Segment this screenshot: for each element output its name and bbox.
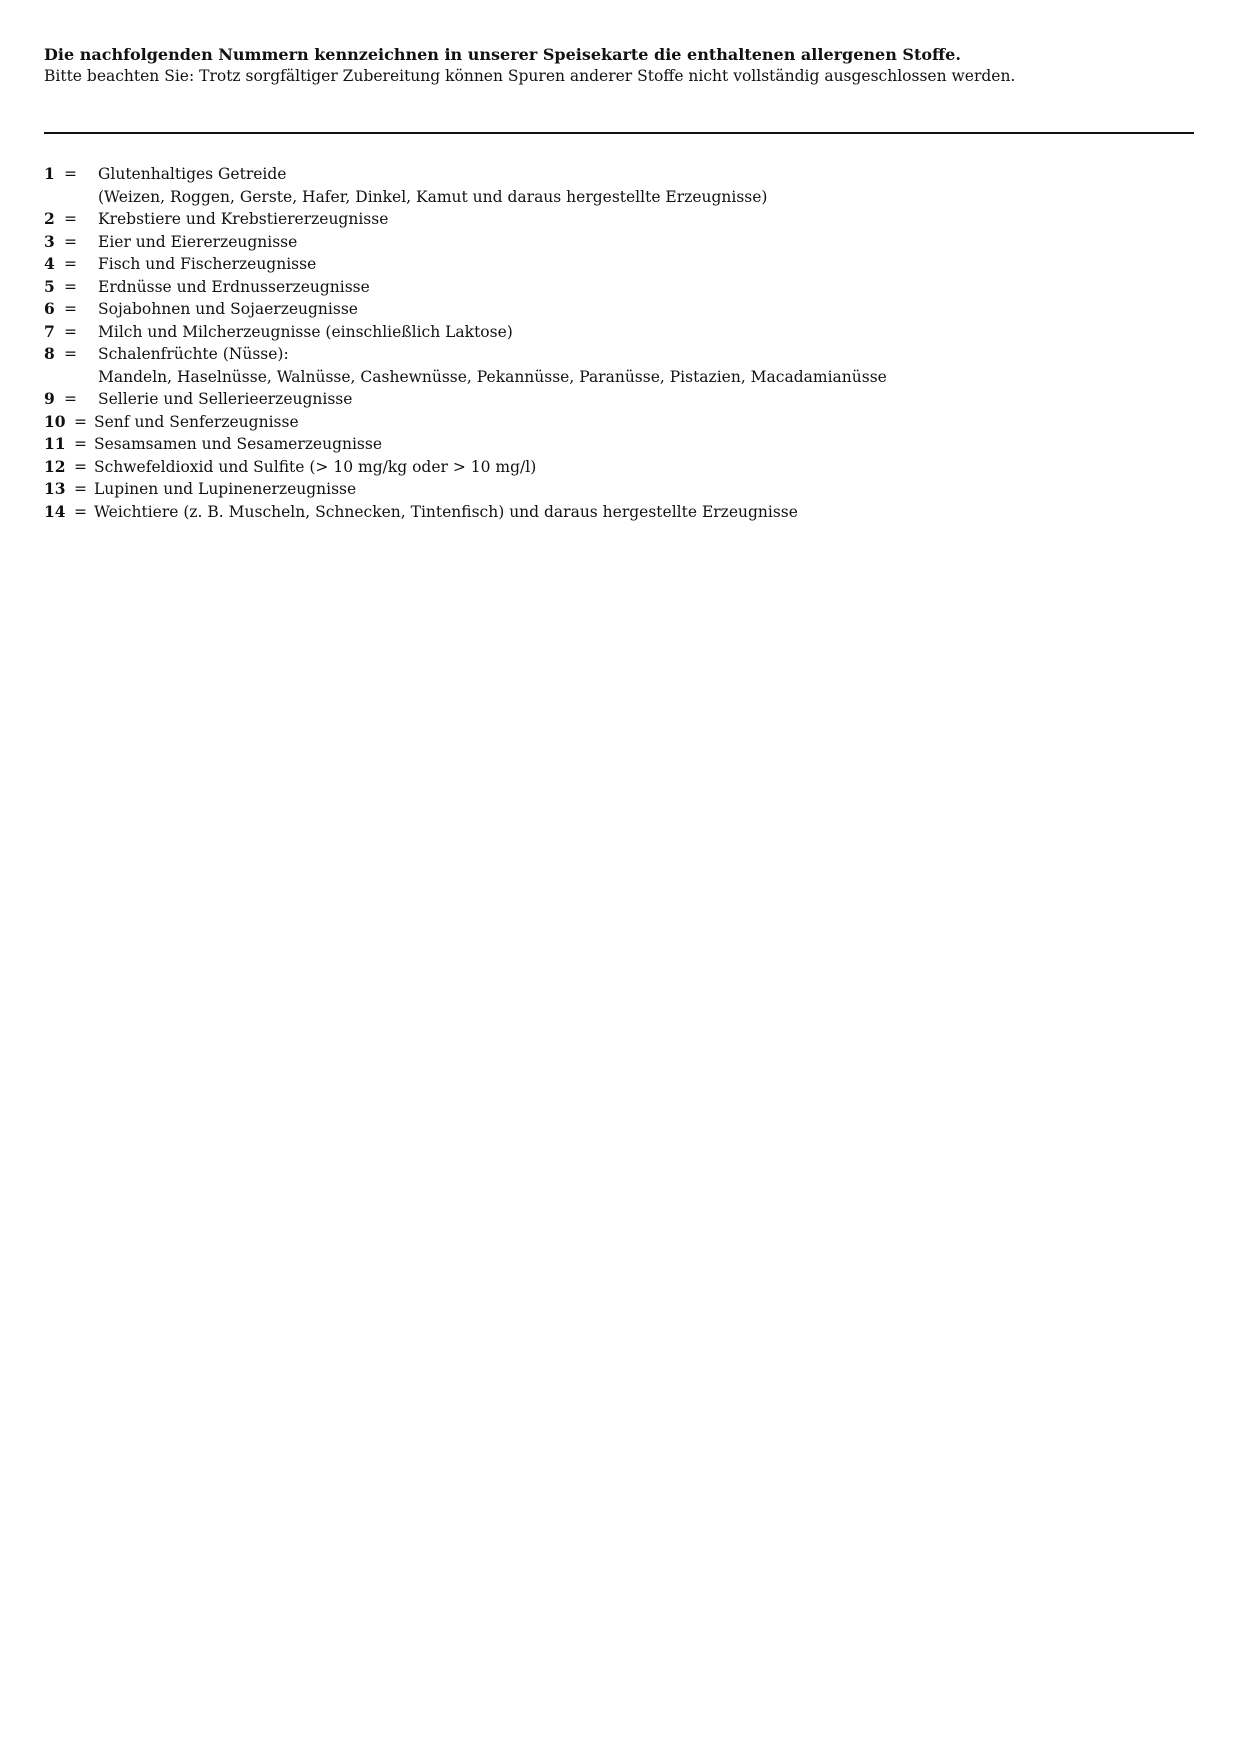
- allergen-number: 10: [44, 411, 66, 431]
- allergen-item-1: [44, 163, 1194, 186]
- allergen-item-5: [44, 276, 1194, 299]
- allergen-label: Sellerie und Sellerieerzeugnisse: [98, 390, 353, 408]
- allergen-detail: (Weizen, Roggen, Gerste, Hafer, Dinkel, Kamut und daraus hergestellte Erzeugnisse): [98, 187, 768, 206]
- divider-line: [44, 132, 1194, 134]
- allergen-detail-1: [44, 186, 1194, 209]
- trace-notice: Bitte beachten Sie: Trotz sorgfältiger Zubereitung können Spuren anderer Stoffe nicht vollständig ausgeschlossen werden.: [44, 67, 1016, 85]
- equals-sign: =: [64, 232, 77, 251]
- equals-sign: =: [64, 255, 77, 273]
- allergen-item-7: [44, 321, 1194, 344]
- equals-sign: =: [74, 435, 87, 453]
- allergen-label: Erdnüsse und Erdnusserzeugnisse: [98, 277, 370, 296]
- allergen-label: Sojabohnen und Sojaerzeugnisse: [98, 300, 358, 318]
- allergen-label: Eier und Eiererzeugnisse: [98, 232, 298, 251]
- allergen-number: 2: [44, 209, 55, 228]
- allergen-item-12: [44, 456, 1194, 479]
- allergen-number: 12: [44, 456, 66, 476]
- allergen-number: 11: [44, 434, 66, 453]
- allergen-number: 13: [44, 479, 66, 498]
- allergen-label: Weichtiere (z. B. Muscheln, Schnecken, Tintenfisch) und daraus hergestellte Erzeugnisse: [94, 502, 798, 521]
- allergen-number: 4: [44, 254, 55, 273]
- allergen-number: 1: [44, 164, 55, 183]
- equals-sign: =: [64, 165, 77, 183]
- equals-sign: =: [64, 277, 77, 296]
- allergen-number: 9: [44, 389, 55, 408]
- allergen-number: 6: [44, 299, 55, 318]
- allergen-number: 5: [44, 276, 55, 296]
- allergen-number: 8: [44, 344, 55, 363]
- allergen-label: Glutenhaltiges Getreide: [98, 165, 287, 183]
- allergen-item-9: [44, 388, 1194, 411]
- allergen-detail: Mandeln, Haselnüsse, Walnüsse, Cashewnüsse, Pekannüsse, Paranüsse, Pistazien, Macadamianüsse: [98, 367, 887, 386]
- allergen-label: Lupinen und Lupinenerzeugnisse: [94, 480, 357, 498]
- allergen-legend-page: [44, 44, 1194, 521]
- allergen-item-4: [44, 253, 1194, 276]
- equals-sign: =: [74, 412, 87, 431]
- allergen-label: Krebstiere und Krebstiererzeugnisse: [98, 210, 389, 228]
- equals-sign: =: [74, 457, 87, 476]
- allergen-label: Fisch und Fischerzeugnisse: [98, 255, 317, 273]
- allergen-item-6: [44, 298, 1194, 321]
- equals-sign: =: [64, 300, 77, 318]
- allergen-label: Milch und Milcherzeugnisse (einschließlich Laktose): [98, 322, 513, 341]
- allergen-label: Schalenfrüchte (Nüsse):: [98, 345, 289, 363]
- allergen-detail-8: [44, 366, 1194, 389]
- allergen-label: Senf und Senferzeugnisse: [94, 412, 299, 431]
- allergen-item-2: [44, 208, 1194, 231]
- equals-sign: =: [64, 322, 77, 341]
- allergen-item-14: [44, 501, 1194, 524]
- equals-sign: =: [64, 390, 77, 408]
- allergen-label: Schwefeldioxid und Sulfite (> 10 mg/kg oder > 10 mg/l): [94, 457, 537, 476]
- page-title: Die nachfolgenden Nummern kennzeichnen in unserer Speisekarte die enthaltenen allergenen Stoffe.: [44, 45, 961, 64]
- allergen-number: 3: [44, 231, 55, 251]
- equals-sign: =: [74, 502, 87, 521]
- allergen-label: Sesamsamen und Sesamerzeugnisse: [94, 435, 383, 453]
- allergen-list: [44, 163, 1194, 523]
- allergen-item-10: [44, 411, 1194, 434]
- equals-sign: =: [74, 480, 87, 498]
- allergen-item-3: [44, 231, 1194, 254]
- allergen-item-11: [44, 433, 1194, 456]
- allergen-number: 14: [44, 501, 66, 521]
- allergen-item-8: [44, 343, 1194, 366]
- equals-sign: =: [64, 345, 77, 363]
- allergen-number: 7: [44, 321, 55, 341]
- allergen-item-13: [44, 478, 1194, 501]
- equals-sign: =: [64, 210, 77, 228]
